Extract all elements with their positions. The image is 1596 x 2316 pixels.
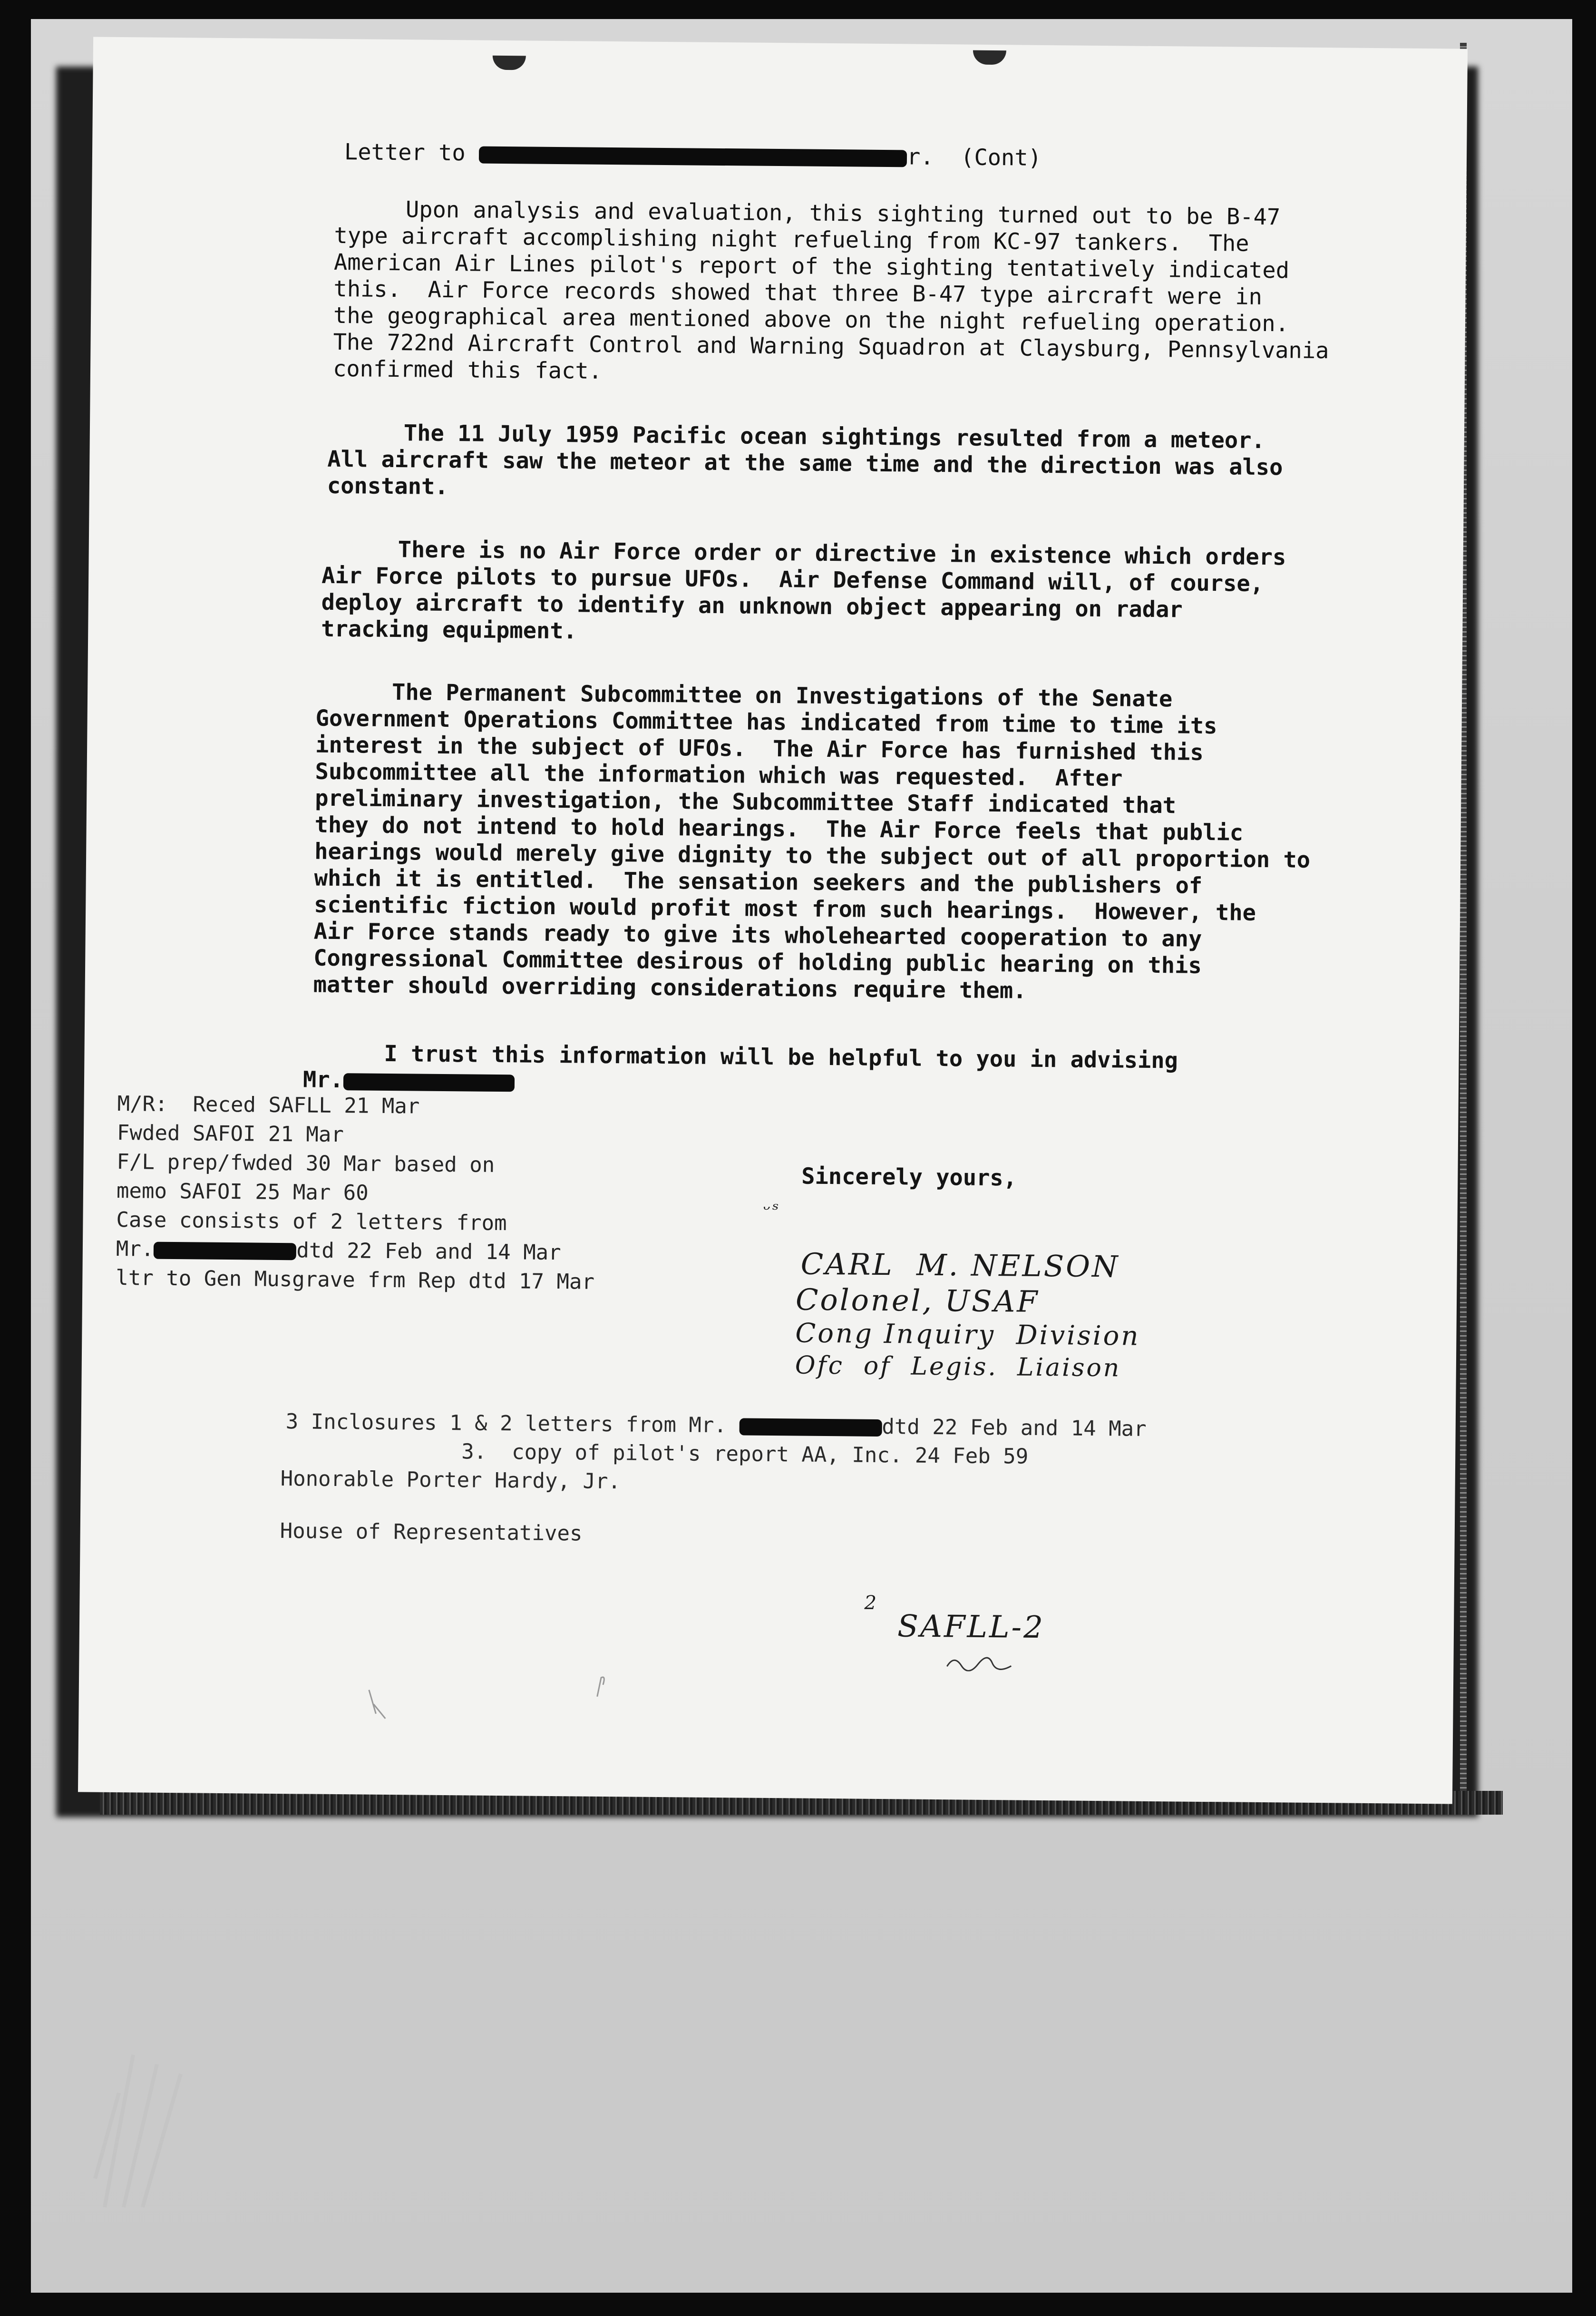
memo-line: F/L prep/fwded 30 Mar based on bbox=[117, 1149, 495, 1177]
text-line: The Permanent Subcommittee on Investigations of the Senate bbox=[391, 679, 1173, 713]
closing: Sincerely yours, bbox=[801, 1163, 1017, 1192]
memo-line: ltr to Gen Musgrave frm Rep dtd 17 Mar bbox=[116, 1265, 595, 1294]
text-line: American Air Lines pilot's report of the sighting tentatively indicated bbox=[333, 249, 1290, 284]
text-line: The 722nd Aircraft Control and Warning Squadron at Claysburg, Pennsylvania bbox=[333, 329, 1329, 364]
text-line: tracking equipment. bbox=[321, 616, 577, 645]
memo-line: memo SAFOI 25 Mar 60 bbox=[116, 1178, 369, 1205]
initials-scribble bbox=[944, 1652, 1021, 1671]
text-line: Air Force stands ready to give its wholehearted cooperation to any bbox=[313, 918, 1202, 952]
addressee-name: Honorable Porter Hardy, Jr. bbox=[280, 1466, 621, 1494]
text-line: confirmed this fact. bbox=[332, 355, 603, 384]
redaction-bar bbox=[479, 146, 907, 167]
memo-line: Fwded SAFOI 21 Mar bbox=[117, 1120, 344, 1147]
text-line: Subcommittee all the information which was requested. After bbox=[315, 758, 1123, 792]
addressee-office: House of Representatives bbox=[280, 1519, 583, 1546]
text-line: type aircraft accomplishing night refueling from KC-97 tankers. The bbox=[334, 222, 1249, 257]
film-smudge bbox=[76, 2036, 209, 2217]
memo-line: M/R: Reced SAFLL 21 Mar bbox=[117, 1091, 420, 1119]
document-page bbox=[78, 37, 1468, 1804]
annotation-number: 2 bbox=[864, 1592, 879, 1614]
text-line: which it is entitled. The sensation seekers and the publishers of bbox=[314, 865, 1203, 899]
memo-line: Mr. dtd 22 Feb and 14 Mar bbox=[116, 1236, 561, 1265]
routing-annotation: SAFLL-2 bbox=[897, 1609, 1045, 1646]
text-line: constant. bbox=[327, 472, 448, 500]
text-line: hearings would merely give dignity to the subject out of all proportion to bbox=[314, 838, 1311, 873]
text-line: this. Air Force records showed that three B-47 type aircraft were in bbox=[333, 275, 1263, 310]
text-line: Upon analysis and evaluation, this sighting turned out to be B-47 bbox=[405, 196, 1281, 231]
text-line: matter should overriding considerations require them. bbox=[313, 971, 1027, 1004]
letter-heading: Letter to r. (Cont) bbox=[344, 139, 1042, 171]
signature-rank: Colonel, USAF bbox=[795, 1282, 1040, 1319]
enclosure-line: 3. copy of pilot's report AA, Inc. 24 Feb 59 bbox=[461, 1439, 1029, 1469]
text-line: the geographical area mentioned above on the night refueling operation. bbox=[333, 302, 1289, 337]
text-line: Mr. bbox=[303, 1066, 515, 1095]
text-line: I trust this information will be helpful to you in advising bbox=[384, 1040, 1178, 1074]
text-line: Congressional Committee desirous of holding public hearing on this bbox=[313, 945, 1202, 979]
pencil-mark bbox=[364, 1685, 393, 1724]
text-line: preliminary investigation, the Subcommittee Staff indicated that bbox=[314, 785, 1177, 819]
enclosure-line: 3 Inclosures 1 & 2 letters from Mr. dtd 22 Feb and 14 Mar bbox=[285, 1409, 1147, 1441]
text-line: scientific fiction would profit most from such hearings. However, the bbox=[314, 891, 1256, 926]
redaction-bar bbox=[343, 1073, 515, 1092]
text-line: deploy aircraft to identify an unknown object appearing on radar bbox=[321, 589, 1183, 623]
signature-office: Ofc of Legis. Liaison bbox=[795, 1351, 1121, 1383]
text-line: they do not intend to hold hearings. The Air Force feels that public bbox=[314, 811, 1244, 846]
text-line: Government Operations Committee has indicated from time to time its bbox=[315, 705, 1217, 740]
signature-division: Cong Inquiry Division bbox=[795, 1318, 1140, 1352]
punch-hole bbox=[973, 50, 1006, 65]
signature-name: CARL M. NELSON bbox=[800, 1246, 1120, 1284]
text-line: interest in the subject of UFOs. The Air Force has furnished this bbox=[315, 732, 1204, 766]
redaction-bar bbox=[739, 1418, 882, 1437]
text-line: Air Force pilots to pursue UFOs. Air Defense Command will, of course, bbox=[321, 562, 1264, 597]
text-line: The 11 July 1959 Pacific ocean sightings resulted from a meteor. bbox=[403, 420, 1265, 454]
memo-line: Case consists of 2 letters from bbox=[116, 1207, 507, 1236]
text-line: There is no Air Force order or directive in existence which orders bbox=[398, 537, 1286, 571]
punch-hole bbox=[493, 56, 526, 70]
pen-mark: ᵕˢ bbox=[763, 1198, 781, 1221]
pencil-mark bbox=[593, 1673, 612, 1701]
text-line: All aircraft saw the meteor at the same time and the direction was also bbox=[327, 446, 1283, 481]
redaction-bar bbox=[154, 1242, 296, 1261]
